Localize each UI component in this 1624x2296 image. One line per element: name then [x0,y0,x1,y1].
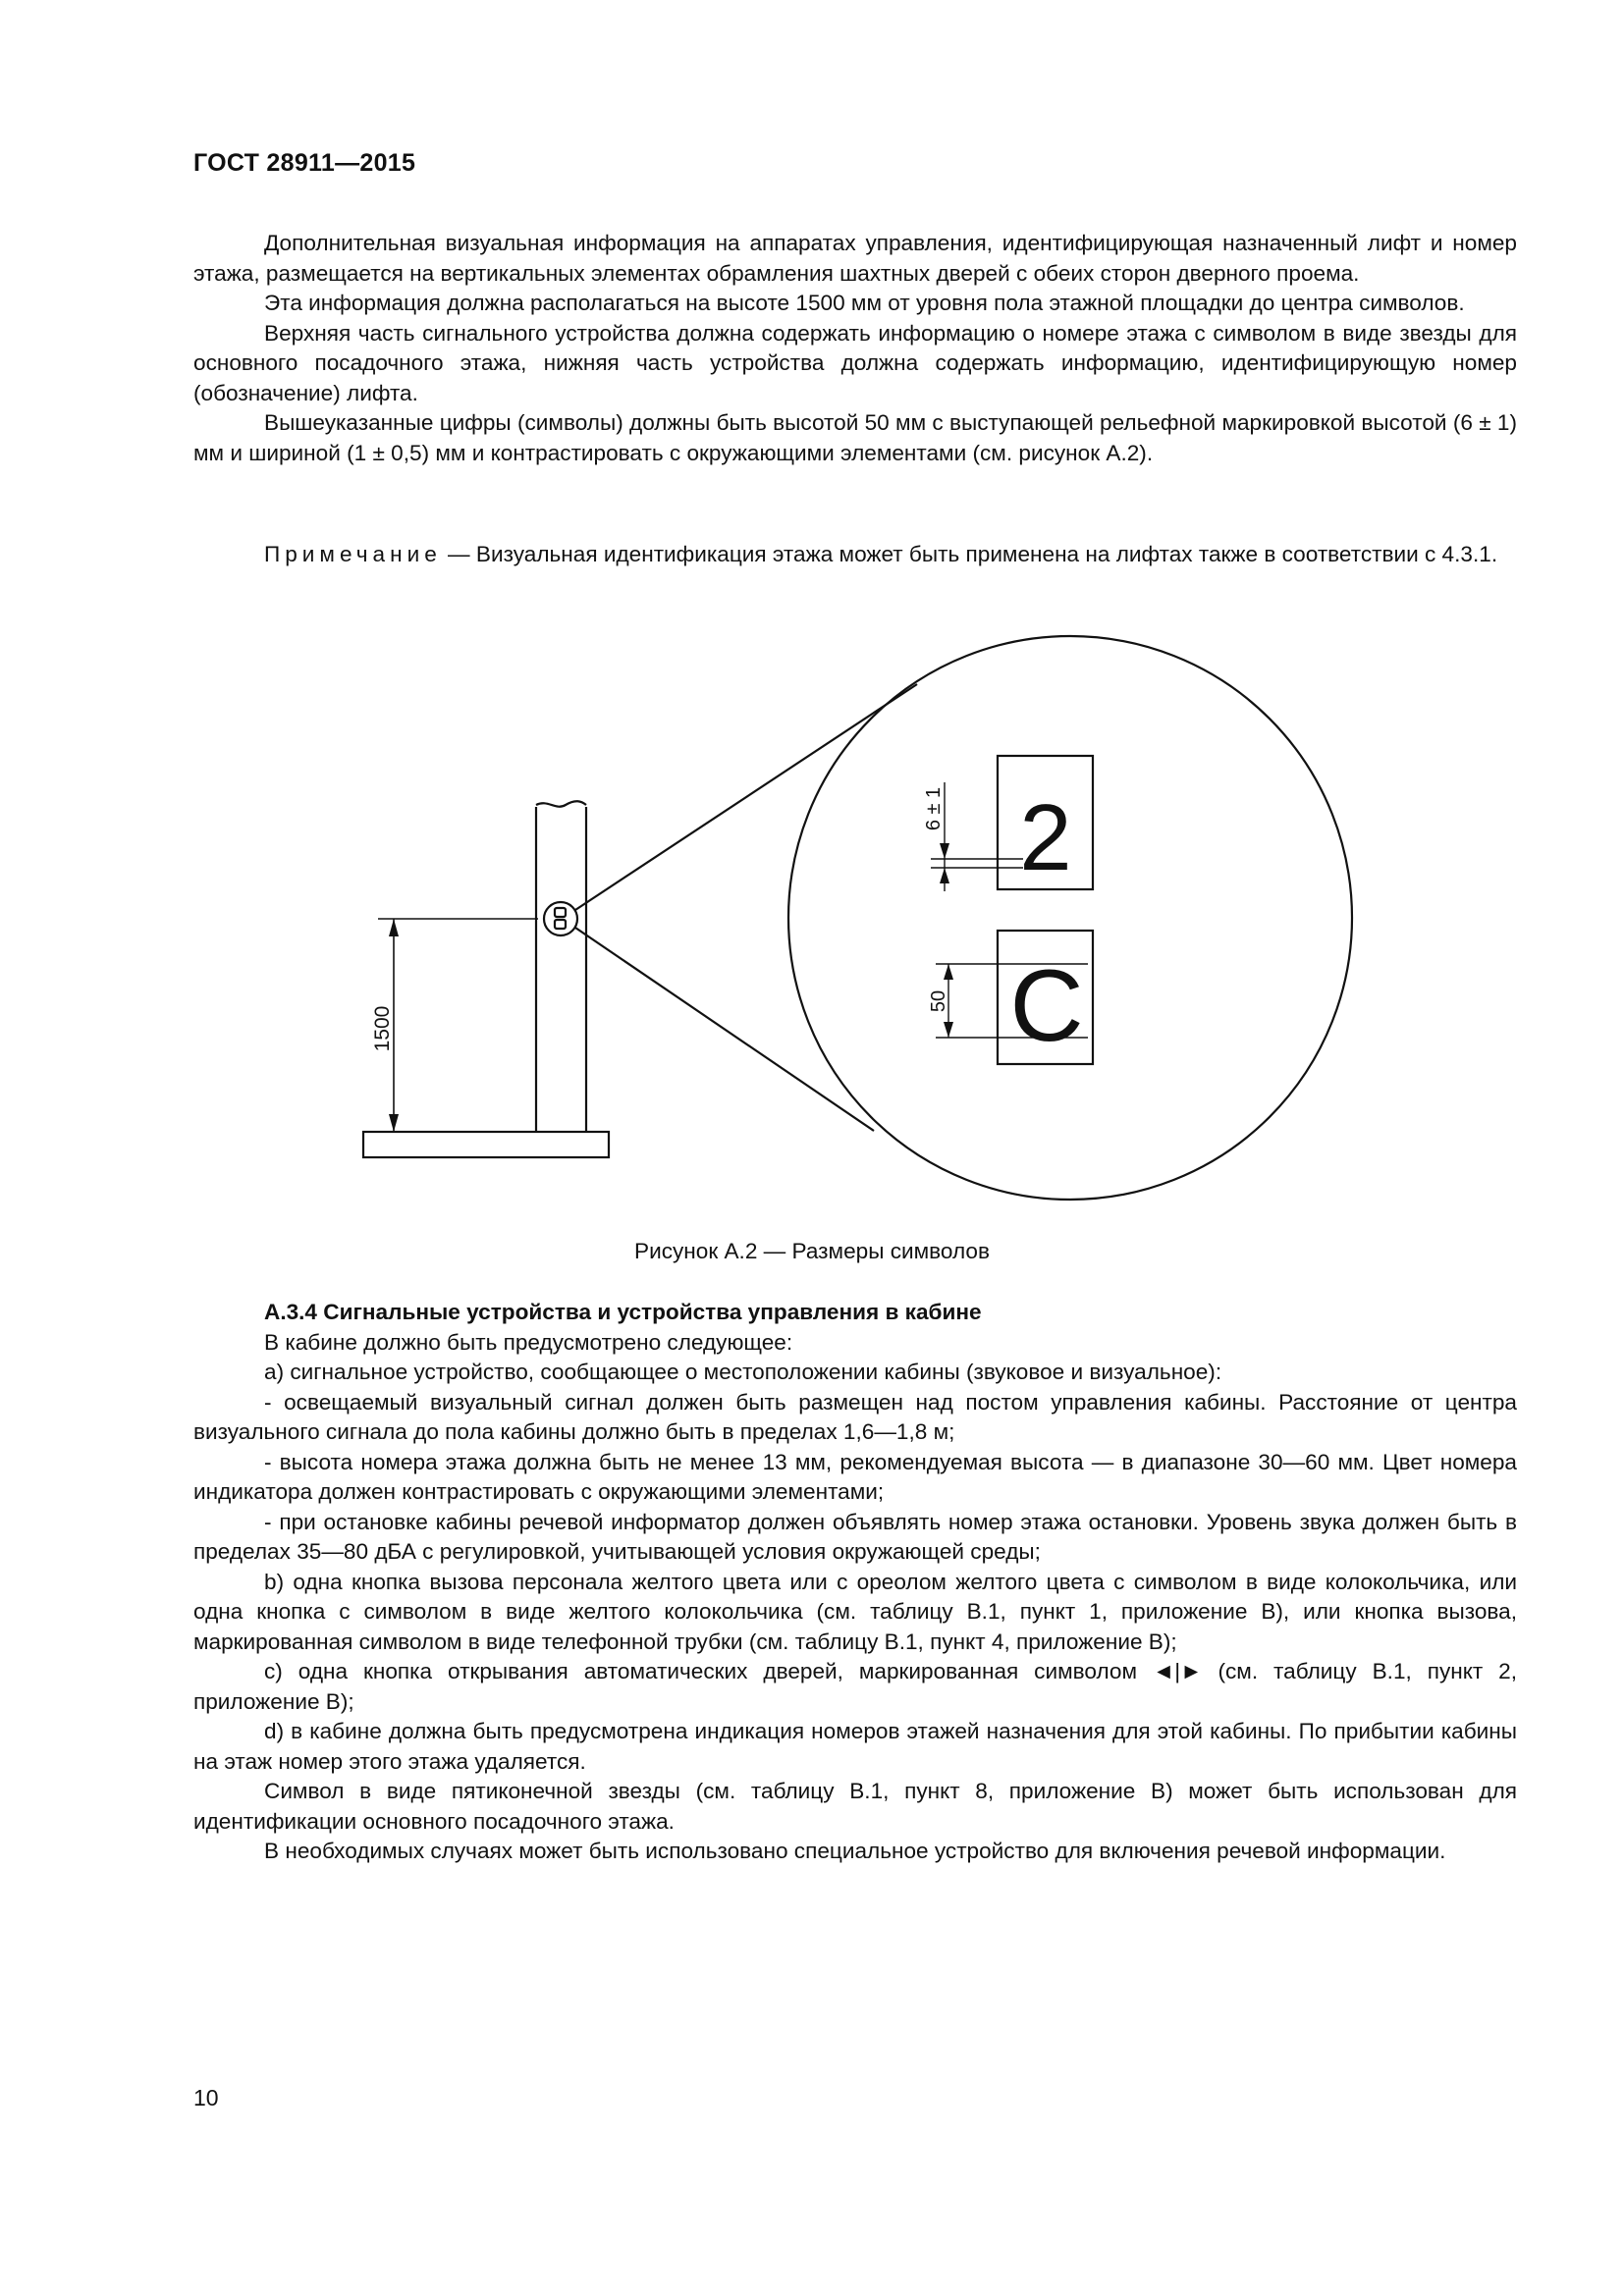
symbol-dimensions-drawing [0,609,1624,1237]
detail-symbol-lower [555,920,566,929]
paragraph: d) в кабине должна быть предусмотрена индикация номеров этажей назначения для этой кабины. По прибытии кабины на этаж номер этого этажа удаляется. [193,1719,1517,1774]
paragraph: Эта информация должна располагаться на высоте 1500 мм от уровня пола этажной площадки до центра символов. [264,291,1465,315]
section-a34 [193,1298,1517,1867]
figure-a2 [0,609,1624,1237]
relief-label: 6 ± 1 [923,786,945,831]
paragraph: - освещаемый визуальный сигнал должен быть размещен над постом управления кабины. Расстояние от центра визуального сигнала до пола кабины должно быть в пределах 1,6—1,8 м; [193,1389,1517,1444]
section-heading: А.3.4 Сигнальные устройства и устройства управления в кабине [264,1300,982,1324]
paragraph: Вышеуказанные цифры (символы) должны быть высотой 50 мм с выступающей рельефной маркировкой высотой (6 ± 1) мм и шириной (1 ± 0,5) мм и контрастировать с окружающими элементами (см. рисунок А.2). [193,410,1517,465]
post-break-line [536,801,586,807]
letter-symbol: C [1009,949,1084,1063]
digit-symbol: 2 [1019,785,1072,890]
paragraph: Дополнительная визуальная информация на аппаратах управления, идентифицирующая назначенный лифт и номер этажа, размещается на вертикальных элементах обрамления шахтных дверей с обеих сторон дверного проема. [193,231,1517,286]
tangent-line-lower [575,928,874,1131]
tangent-line-upper [575,684,917,910]
note [193,540,1517,570]
paragraph: c) одна кнопка открывания автоматических дверей, маркированная символом ◄|► (см. таблицу В.1, пункт 2, приложение В); [193,1659,1517,1714]
note-label: Примечание [264,542,442,566]
symbol-height-arrow-bottom [944,1022,953,1038]
intro-text [193,229,1517,468]
symbol-height-arrow-top [944,964,953,980]
relief-arrow-bottom [940,868,949,883]
document-code: ГОСТ 28911—2015 [193,149,416,177]
floor-slab [363,1132,609,1157]
paragraph: Символ в виде пятиконечной звезды (см. таблицу В.1, пункт 8, приложение В) может быть использован для идентификации основного посадочного этажа. [193,1779,1517,1834]
paragraph: В кабине должно быть предусмотрено следующее: [264,1329,793,1355]
height-arrow-top [389,919,399,936]
symbol-height-label: 50 [928,989,949,1013]
paragraph: а) сигнальное устройство, сообщающее о местоположении кабины (звуковое и визуальное): [264,1360,1222,1384]
page-number: 10 [193,2085,219,2110]
paragraph: Верхняя часть сигнального устройства должна содержать информацию о номере этажа с символом в виде звезды для основного посадочного этажа, нижняя часть устройства должна содержать информацию, идентифицирующую номер (обозначение) лифта. [193,320,1517,405]
paragraph: - при остановке кабины речевой информатор должен объявлять номер этажа остановки. Уровень звука должен быть в пределах 35—80 дБА с регулировкой, учитывающей условия окружающей среды; [193,1509,1517,1564]
paragraph: - высота номера этажа должна быть не менее 13 мм, рекомендуемая высота — в диапазоне 30—60 мм. Цвет номера индикатора должен контрастировать с окружающими элементами; [193,1449,1517,1504]
paragraph: b) одна кнопка вызова персонала желтого цвета или с ореолом желтого цвета с символом в виде колокольчика, или одна кнопка с символом в виде желтого колокольчика (см. таблицу В.1, пункт 1, приложение В), или кнопка вызова, маркированная символом в виде телефонной трубки (см. таблицу В.1, пункт 4, приложение В); [193,1569,1517,1654]
relief-arrow-top [940,843,949,859]
paragraph: В необходимых случаях может быть использовано специальное устройство для включения речевой информации. [264,1839,1446,1863]
figure-caption: Рисунок А.2 — Размеры символов [634,1239,990,1263]
height-arrow-bottom [389,1114,399,1132]
note-text: — Визуальная идентификация этажа может быть применена на лифтах также в соответствии с 4.3.1. [441,542,1498,566]
detail-symbol-upper [555,908,566,917]
magnified-detail-circle [788,636,1352,1200]
height-label: 1500 [371,1005,394,1052]
